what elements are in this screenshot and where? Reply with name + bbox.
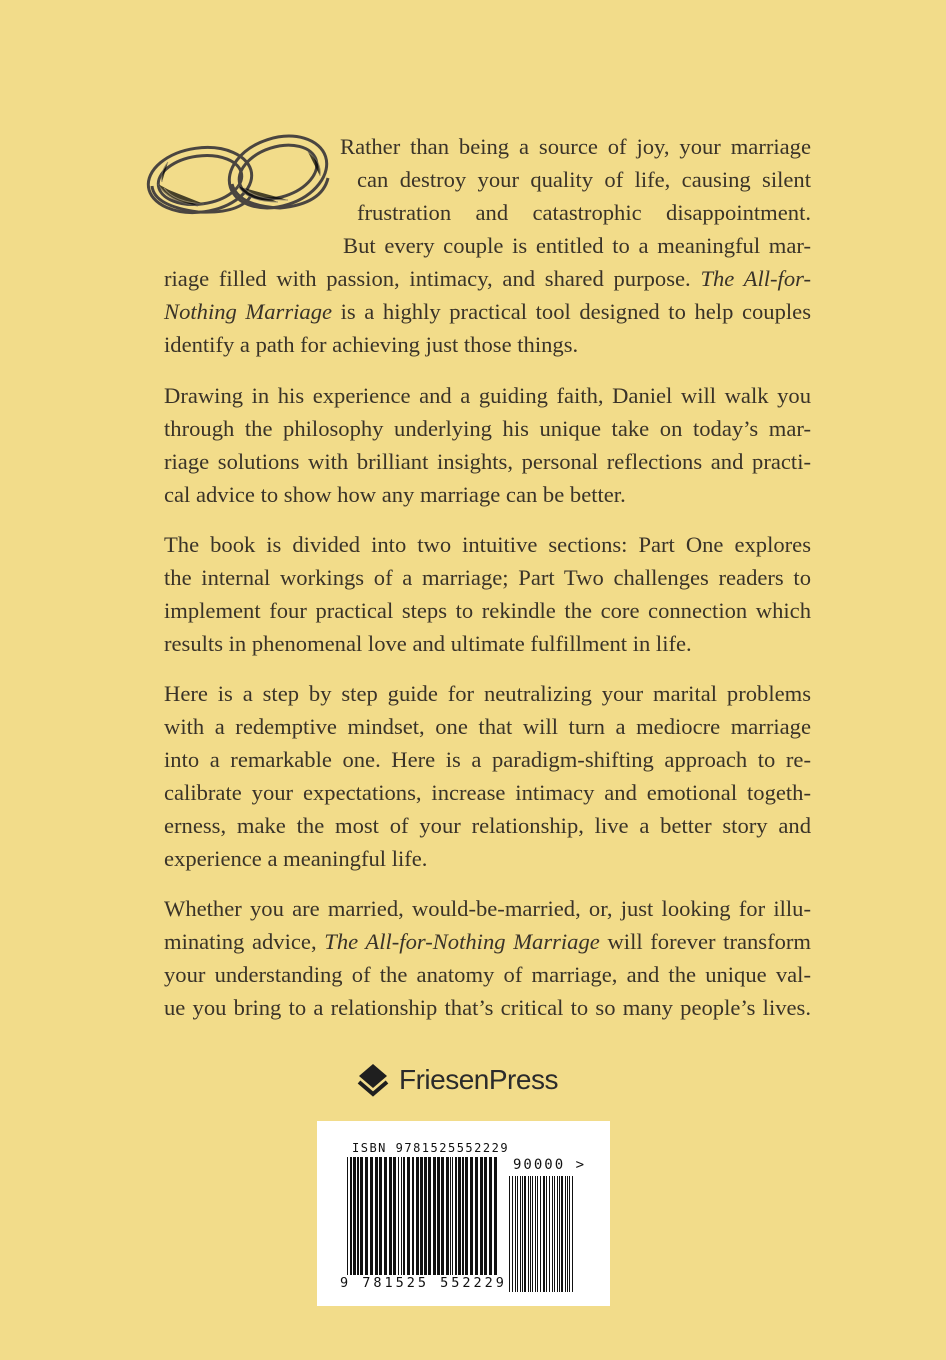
barcode-bar bbox=[462, 1157, 464, 1275]
blurb-p3-line-2: the internal workings of a marriage; Part Two challenges readers to bbox=[164, 565, 811, 590]
barcode-bar bbox=[512, 1176, 513, 1292]
blurb-p2-line-4: cal advice to show how any marriage can be better. bbox=[164, 482, 626, 507]
barcode-bar bbox=[540, 1176, 541, 1292]
barcode-bar bbox=[552, 1176, 553, 1292]
barcode-bar bbox=[357, 1157, 359, 1275]
price-addon-code: 90000 > bbox=[513, 1157, 587, 1173]
barcode-bar bbox=[424, 1157, 427, 1275]
barcode-digits: 9 781525 552229 bbox=[340, 1275, 507, 1291]
barcode-bar bbox=[561, 1176, 563, 1292]
blurb-p3-line-3: implement four practical steps to rekindle the core connection which bbox=[164, 598, 811, 623]
barcode-bar bbox=[437, 1157, 440, 1275]
barcode-bar bbox=[530, 1176, 531, 1292]
blurb-intro-line-2: can destroy your quality of life, causing silent bbox=[357, 167, 811, 192]
barcode-bar bbox=[384, 1157, 387, 1275]
wedding-rings-icon bbox=[138, 122, 348, 230]
blurb-p5-line-3: your understanding of the anatomy of marriage, and the unique val- bbox=[164, 962, 811, 987]
barcode-bar bbox=[509, 1176, 510, 1292]
barcode-bar bbox=[517, 1176, 518, 1292]
blurb-p3-line-4: results in phenomenal love and ultimate fulfillment in life. bbox=[164, 631, 692, 656]
barcode-bar bbox=[559, 1176, 560, 1292]
isbn-label: ISBN 9781525552229 bbox=[352, 1141, 510, 1155]
barcode-bar bbox=[370, 1157, 373, 1275]
blurb-p4-line-5: erness, make the most of your relationship, live a better story and bbox=[164, 813, 811, 838]
blurb-p4-line-6: experience a meaningful life. bbox=[164, 846, 428, 871]
barcode-bar bbox=[401, 1157, 402, 1275]
barcode-bar bbox=[452, 1157, 453, 1275]
barcode-bar bbox=[515, 1176, 516, 1292]
blurb-p2-line-1: Drawing in his experience and a guiding faith, Daniel will walk you bbox=[164, 383, 811, 408]
publisher-name: FriesenPress bbox=[399, 1064, 558, 1095]
barcode-bar bbox=[489, 1157, 492, 1275]
blurb-intro-line-4: But every couple is entitled to a meaningful mar- bbox=[343, 233, 811, 258]
barcode-bar bbox=[528, 1176, 529, 1292]
barcode-bar bbox=[480, 1157, 483, 1275]
price-addon-barcode bbox=[509, 1176, 575, 1292]
blurb-p4-line-2: with a redemptive mindset, one that will turn a mediocre marriage bbox=[164, 714, 811, 739]
barcode-bar bbox=[353, 1157, 356, 1275]
barcode-bar bbox=[475, 1157, 478, 1275]
barcode-bar bbox=[365, 1157, 368, 1275]
barcode-bar bbox=[420, 1157, 423, 1275]
barcode-bar bbox=[565, 1176, 566, 1292]
barcode-bar bbox=[428, 1157, 431, 1275]
barcode-bar bbox=[557, 1176, 558, 1292]
barcode-bar bbox=[572, 1176, 573, 1292]
barcode-bar bbox=[535, 1176, 536, 1292]
blurb-intro-line-5: riage filled with passion, intimacy, and shared purpose. The All-for- bbox=[164, 266, 811, 291]
isbn-barcode bbox=[347, 1157, 497, 1275]
barcode-bar bbox=[379, 1157, 382, 1275]
barcode-bar bbox=[347, 1157, 348, 1275]
blurb-p4-line-3: into a remarkable one. Here is a paradigm-shifting approach to re- bbox=[164, 747, 811, 772]
barcode-bar bbox=[537, 1176, 538, 1292]
blurb-p3-line-1: The book is divided into two intuitive sections: Part One explores bbox=[164, 532, 811, 557]
blurb-intro-line-6: Nothing Marriage is a highly practical tool designed to help couples bbox=[164, 299, 811, 324]
barcode-bar bbox=[350, 1157, 352, 1275]
barcode-bar bbox=[543, 1176, 545, 1292]
barcode-bar bbox=[458, 1157, 461, 1275]
book-title: Nothing Marriage bbox=[164, 299, 333, 324]
barcode-bar bbox=[524, 1176, 526, 1292]
barcode-bar bbox=[484, 1157, 487, 1275]
barcode-bar bbox=[554, 1176, 555, 1292]
barcode-bar bbox=[522, 1176, 523, 1292]
barcode-bar bbox=[549, 1176, 550, 1292]
blurb-p5-line-2: minating advice, The All-for-Nothing Marriage will forever transform bbox=[164, 929, 812, 954]
barcode-bar bbox=[520, 1176, 521, 1292]
book-title: The All-for- bbox=[700, 266, 811, 291]
barcode-bar bbox=[412, 1157, 414, 1275]
barcode-bar bbox=[407, 1157, 410, 1275]
blurb-p4-line-1: Here is a step by step guide for neutralizing your marital problems bbox=[164, 681, 811, 706]
blurb-p2-line-3: riage solutions with brilliant insights, personal reflections and practi- bbox=[164, 449, 811, 474]
barcode-bar bbox=[416, 1157, 419, 1275]
blurb-p5-line-1: Whether you are married, would-be-married, or, just looking for illu- bbox=[164, 896, 811, 921]
barcode-bar bbox=[567, 1176, 568, 1292]
barcode-bar bbox=[389, 1157, 392, 1275]
barcode-bar bbox=[569, 1176, 570, 1292]
barcode-bar bbox=[398, 1157, 399, 1275]
barcode-bar bbox=[375, 1157, 378, 1275]
barcode-bar bbox=[450, 1157, 451, 1275]
barcode-bar bbox=[446, 1157, 449, 1275]
blurb-p2-line-2: through the philosophy underlying his unique take on today’s mar- bbox=[164, 416, 811, 441]
barcode-bar bbox=[403, 1157, 405, 1275]
blurb-p5-line-4: ue you bring to a relationship that’s critical to so many people’s lives. bbox=[164, 995, 811, 1020]
barcode-bar bbox=[360, 1157, 363, 1275]
barcode-bar bbox=[465, 1157, 468, 1275]
barcode-bar bbox=[546, 1176, 547, 1292]
barcode-bar bbox=[494, 1157, 497, 1275]
barcode-bar bbox=[532, 1176, 533, 1292]
barcode-bar bbox=[433, 1157, 436, 1275]
blurb-intro-line-3: frustration and catastrophic disappointment. bbox=[357, 200, 811, 225]
blurb-intro-line-7: identify a path for achieving just those things. bbox=[164, 332, 579, 357]
barcode-bar bbox=[455, 1157, 457, 1275]
blurb-intro-line-1: Rather than being a source of joy, your marriage bbox=[340, 134, 811, 159]
blurb-p4-line-4: calibrate your expectations, increase intimacy and emotional togeth- bbox=[164, 780, 811, 805]
diamond-stack-icon bbox=[357, 1062, 389, 1098]
book-title: The All-for-Nothing Marriage bbox=[324, 929, 600, 954]
publisher-logo bbox=[357, 1060, 558, 1100]
barcode-bar bbox=[393, 1157, 396, 1275]
barcode-bar bbox=[470, 1157, 473, 1275]
barcode-bar bbox=[441, 1157, 444, 1275]
